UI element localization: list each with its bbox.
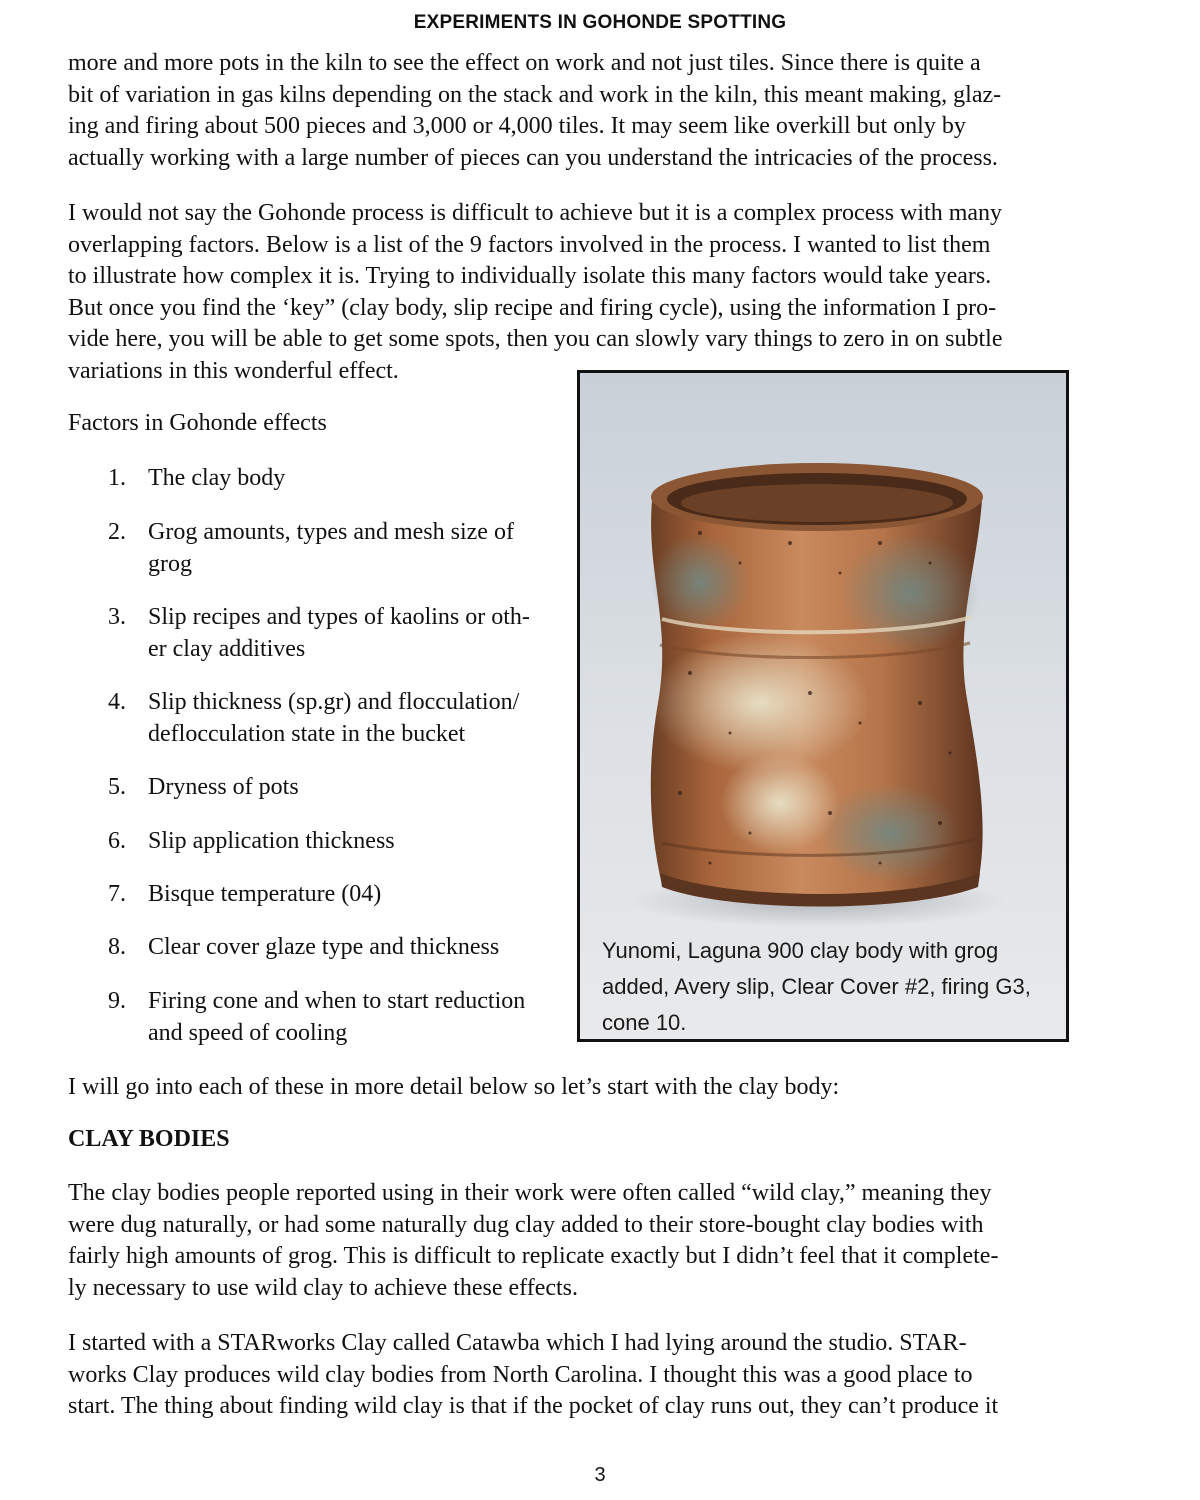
text-line: deflocculation state in the bucket	[148, 721, 466, 747]
text-line: Slip recipes and types of kaolins or oth-	[148, 604, 530, 630]
factor-number: 8.	[108, 934, 126, 960]
text-line: ly necessary to use wild clay to achieve these effects.	[68, 1274, 579, 1301]
text-line: were dug naturally, or had some naturally dug clay added to their store-bought clay bodies with	[68, 1211, 984, 1238]
text-line: and speed of cooling	[148, 1020, 348, 1046]
text-line: fairly high amounts of grog. This is difficult to replicate exactly but I didn’t feel that it complete-	[68, 1243, 999, 1269]
paragraph-starworks	[68, 1328, 1098, 1423]
factor-text	[148, 931, 578, 963]
text-line: grog	[148, 551, 192, 577]
text-line: variations in this wonderful effect.	[68, 357, 399, 384]
factor-text	[148, 878, 578, 910]
page-number: 3	[594, 1464, 606, 1486]
factor-text	[148, 462, 578, 494]
text-line: more and more pots in the kiln to see the effect on work and not just tiles. Since there is quite a	[68, 50, 981, 76]
text-line: Bisque temperature (04)	[148, 881, 382, 907]
factor-number: 3.	[108, 604, 126, 630]
text-line: actually working with a large number of pieces can you understand the intricacies of the process.	[68, 144, 998, 171]
paragraph-clay-bodies	[68, 1178, 1098, 1304]
paragraph-transition	[68, 1072, 1098, 1104]
paragraph-intro	[68, 48, 1098, 174]
factor-number: 5.	[108, 774, 126, 800]
factor-text	[148, 686, 578, 750]
text-line: Clear cover glaze type and thickness	[148, 934, 500, 960]
text-line: I will go into each of these in more detail below so let’s start with the clay body:	[68, 1074, 840, 1100]
text-line: Dryness of pots	[148, 774, 299, 800]
text-line: bit of variation in gas kilns depending on the stack and work in the kiln, this meant making, glaz-	[68, 81, 1002, 108]
text-line: to illustrate how complex it is. Trying to individually isolate this many factors would take years.	[68, 263, 992, 289]
text-line: vide here, you will be able to get some spots, then you can slowly vary things to zero in on subtle	[68, 326, 1003, 352]
yunomi-photo	[577, 370, 1069, 1042]
text-line: But once you find the ‘key” (clay body, slip recipe and firing cycle), using the information I pro-	[68, 294, 997, 321]
text-line: The clay body	[148, 465, 286, 491]
text-line: works Clay produces wild clay bodies from North Carolina. I thought this was a good place to	[68, 1361, 973, 1388]
text-line: I would not say the Gohonde process is difficult to achieve but it is a complex process with many	[68, 200, 1003, 226]
text-line: Grog amounts, types and mesh size of	[148, 519, 514, 545]
paragraph-complexity	[68, 198, 1098, 387]
caption-line: added, Avery slip, Clear Cover #2, firing G3,	[602, 974, 1031, 999]
section-heading: CLAY BODIES	[68, 1126, 230, 1152]
factor-number: 2.	[108, 519, 126, 545]
factor-number: 7.	[108, 881, 126, 907]
text-line: ing and firing about 500 pieces and 3,000 or 4,000 tiles. It may seem like overkill but only by	[68, 113, 966, 139]
text-line: er clay additives	[148, 636, 306, 662]
factors-heading: Factors in Gohonde effects	[68, 410, 327, 436]
factor-number: 6.	[108, 828, 126, 854]
factor-number: 4.	[108, 689, 126, 715]
factor-number: 1.	[108, 465, 126, 491]
text-line: start. The thing about finding wild clay is that if the pocket of clay runs out, they can’t produce it	[68, 1393, 999, 1419]
caption-line: Yunomi, Laguna 900 clay body with grog	[602, 938, 999, 963]
running-header: EXPERIMENTS IN GOHONDE SPOTTING	[413, 12, 787, 33]
factor-text	[148, 825, 578, 857]
text-line: The clay bodies people reported using in their work were often called “wild clay,” meaning they	[68, 1180, 992, 1206]
text-line: Slip thickness (sp.gr) and flocculation/	[148, 689, 520, 715]
text-line: overlapping factors. Below is a list of the 9 factors involved in the process. I wanted to list them	[68, 231, 991, 258]
factor-number: 9.	[108, 988, 126, 1014]
text-line: I started with a STARworks Clay called Catawba which I had lying around the studio. STAR-	[68, 1330, 967, 1356]
factor-text	[148, 516, 578, 580]
factor-text	[148, 601, 578, 665]
text-line: Slip application thickness	[148, 828, 395, 854]
caption-line: cone 10.	[602, 1010, 687, 1035]
photo-caption	[602, 933, 1062, 1041]
factor-text	[148, 771, 578, 803]
text-line: Firing cone and when to start reduction	[148, 988, 526, 1014]
factor-text	[148, 985, 578, 1049]
